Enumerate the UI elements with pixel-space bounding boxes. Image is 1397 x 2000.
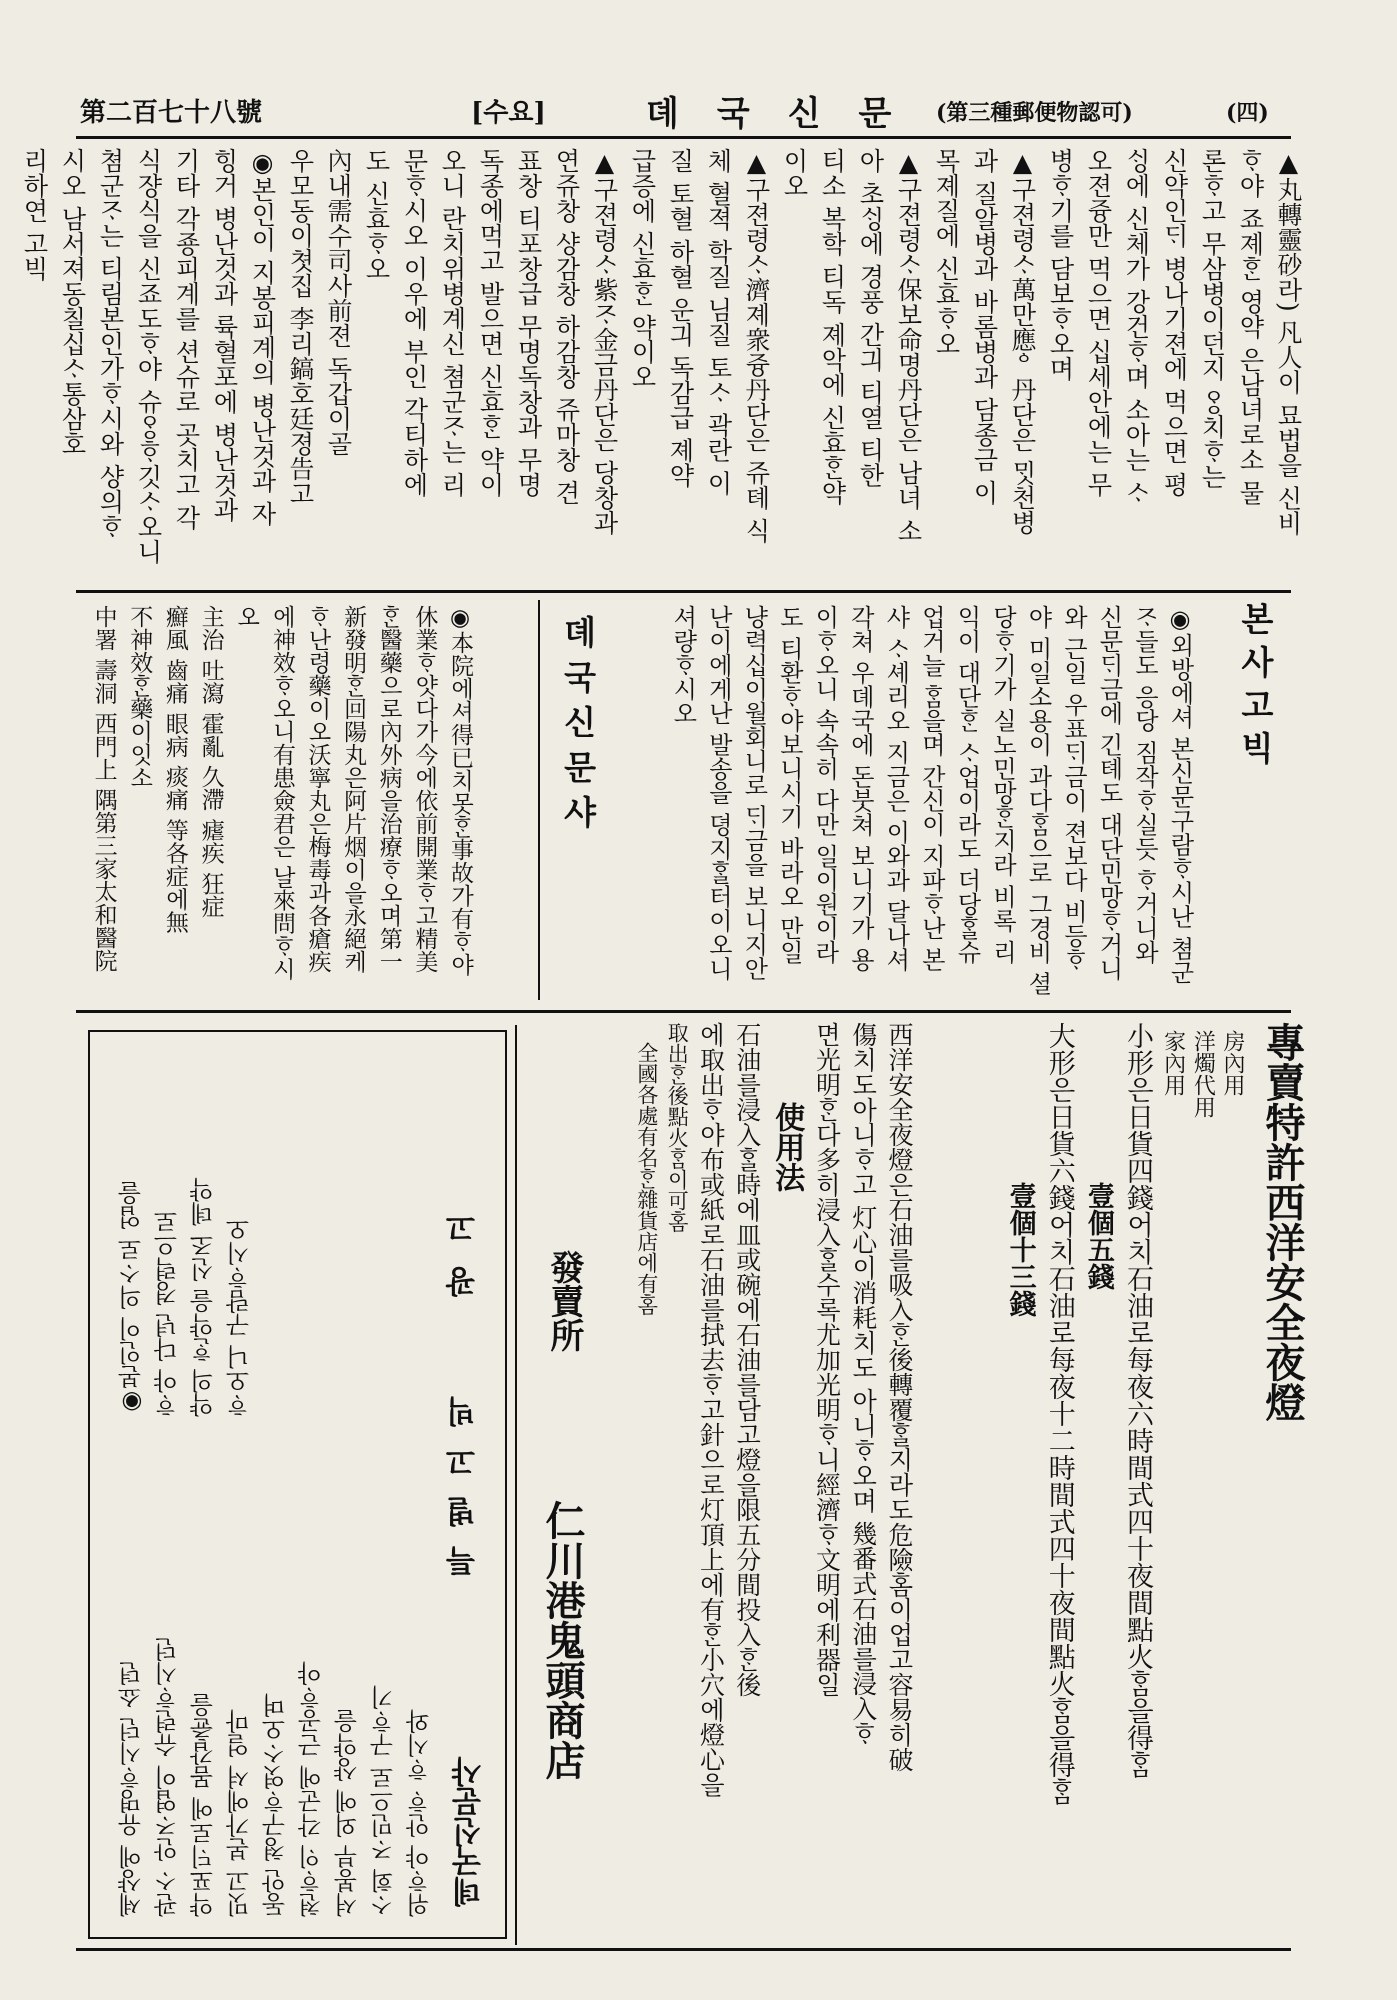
clinic-line: 癬風 齒痛 眼病 痰痛 等各症에無 (161, 605, 188, 934)
clinic-line: 中署 壽洞 西門上 隅第三家太和醫院 (90, 605, 117, 972)
clinic-line: ᄒᆞᆫ醫藥으로內外病을治療ᄒᆞ오며第一 (375, 605, 402, 973)
home-label: 家內用 (1160, 1030, 1186, 1096)
reversed-sign: 뎨국신문샤 (452, 1757, 488, 1907)
day-of-week: [수요] (471, 98, 546, 128)
notice-title: 본사고빅 (1236, 602, 1275, 774)
notice-line: 냥력십이월회니로 ᄃᆡ금을 보니지안 (739, 605, 768, 981)
notice-line: 익이 대단ᄒᆞᆫ ᄉᆞ업이라도 더당ᄒᆞᆯ슈 (952, 605, 981, 964)
ad-line: ▲丸轉靈砂라) 凡人이 묘법을 신비 (1274, 148, 1303, 536)
lamp-usage-labels (1158, 1030, 1247, 1230)
column-rule (515, 1025, 517, 1945)
usage-line: 에取出ᄒᆞ야布或紙로石油를拭去ᄒᆞ고針으로灯頂上에有ᄒᆞᆫ小穴에燈心을 (696, 1022, 726, 1797)
ad-line: 오젼즁만 먹으면 십세안에는 무 (1084, 148, 1113, 497)
lamp-description (631, 1022, 917, 1797)
ad-line: 질 토혈 하혈 운긔 독감급 졔약 (666, 148, 695, 488)
ad-line: 오니 란치위병계신 쳠군ᄌᆞ는 리 (438, 148, 467, 497)
small-lamp: 小形은日貨四錢어치石油로每夜六時間式四十夜間點火ᄒᆞᆷ을得ᄒᆞᆷ (1122, 1022, 1153, 1778)
ad-line: ᄒᆞ야 죠졔ᄒᆞᆫ 영약 은남녀로소 물 (1236, 148, 1265, 505)
ad-line: 급증에 신효ᄒᆞᆫ 약이오 (628, 148, 657, 389)
ad-line: 힝거 병난것과 륙혈포에 병난것과 (210, 148, 239, 522)
ad-line: 병ᄒᆞ기를 담보ᄒᆞ오며 (1046, 148, 1075, 381)
usage-line: 取出ᄒᆞᆫ後點火ᄒᆞᆷ이可홈 (665, 1022, 690, 1232)
clinic-line: 오 (233, 605, 260, 628)
ad-line: 리하연 고빅 (20, 148, 49, 281)
notice-line: 난이에게난 발송을 뎡지ᄒᆞᆯ터이오니 (704, 605, 733, 981)
house-label: 房內用 (1220, 1030, 1245, 1096)
candle-label: 洋燭代用 (1190, 1030, 1216, 1118)
notice-line: 샤 ᄉᆞ셰리오 지금은 이와과 달나셔 (881, 605, 910, 972)
ad-line: 독종에먹고 발으면 신효ᄒᆞᆫ 약이 (476, 148, 505, 497)
ad-line: 론ᄒᆞ고 무삼병이던지 ᄋᆞᆼ치ᄒᆞ는 (1198, 148, 1227, 489)
ad-line: 티소 복학 티독 졔악에 신효ᄒᆞᆫ약 (818, 148, 847, 505)
reversed-line: ᄒᆞ야 다년 경력으로 (154, 1209, 182, 1417)
ad-line: 시오 남서져동칠십ᄉᆞ통삼호 (58, 148, 87, 456)
top-ad-block (15, 148, 1307, 588)
reversed-ad-content (90, 1032, 505, 1937)
reversed-line: 밋고 본가에셔 얼마 (226, 1709, 254, 1917)
notice-line: 셔량ᄒᆞ시오 (668, 605, 697, 725)
reversed-line: 쳔ᄒᆞᄋᆡ 각군에 근공ᄒᆞ야 (298, 1661, 326, 1917)
ad-line: 우모동이쳣집 李리鎬호廷졍告고 (286, 148, 315, 506)
reversed-notice-label: 특별고빅 (446, 1377, 482, 1577)
reversed-line: 동안 쳥구ᄒᆞ엿ᄉᆞ오며 (262, 1693, 290, 1917)
lamp-ad-title: 專賣特許西洋安全夜燈 (1259, 1022, 1306, 1422)
notice-line: 와 근일 우표ᄃᆡ금이 젼보다 비등ᄒᆞ (1059, 605, 1088, 972)
ad-line: 식쟝식을 신죠도ᄒᆞ야 슈ᄋᆞᆼᄒᆞ깃ᄉᆞ오니 (134, 148, 163, 564)
page-number: (四) (1226, 100, 1269, 126)
usage-line: 全國各處有名ᄒᆞᆫ雜貨店에有홈 (634, 1042, 659, 1315)
ad-line: 표창 티포창급 무명독창과 무명 (514, 148, 543, 497)
ad-line: ◉본인이 지봉피계의 병난것과 자 (248, 148, 277, 526)
reversed-ad-text (114, 1437, 438, 1917)
notice-line: 업거늘 ᄒᆞᆷ을며 간신이 지파ᄒᆞ난 본 (917, 605, 946, 972)
notice-body (664, 605, 1197, 1005)
reversed-ad-label: 광고 (446, 1189, 482, 1297)
notice-line: ◉외방에셔 본신문구람ᄒᆞ시난 쳠군 (1166, 605, 1194, 985)
reversed-line: ᄉᆞ회 ᄌᆞ민으로 구ᄒᆞ기 (370, 1685, 398, 1917)
ad-line: 과 질알병과 바롬병과 담종금 이 (970, 148, 999, 505)
lamp-body-line: 西洋安全夜燈은石油를吸入ᄒᆞᆫ後轉覆ᄒᆞᆯ지라도危險홈이업고容易히破 (885, 1022, 914, 1772)
ad-line: 체 혈젹 학질 님질 토ᄉᆞ 곽란 이 (704, 148, 733, 496)
notice-line: 신문ᄃᆡ금에 긴톄도 대단민망ᄒᆞ거니 (1094, 605, 1123, 981)
reversed-line: 셔봉부 외에 샹약을 (334, 1709, 362, 1917)
reversed-ad-text-2 (114, 1057, 258, 1417)
page-bottom-rule (76, 1948, 1291, 1951)
notice-line: 야 미일소용이 과다ᄒᆞᆷ으로 그경비 셜 (1023, 605, 1052, 996)
ad-line: 문ᄒᆞ시오 이우에 부인 각티하에 (400, 148, 429, 497)
notice-signature: 뎨국신문샤 (558, 615, 598, 840)
issue-number: 第二百七十八號 (80, 98, 263, 128)
section-rule (76, 1010, 1291, 1013)
ad-line: ▲구젼령ᄉᆞ萬만應ᅌ丹단은 ᄆᆡᆺ천병 (1008, 148, 1037, 535)
clinic-line: 新發明ᄒᆞᆫ回陽丸은阿片烟이을永絕케 (340, 605, 367, 973)
reversed-ad-box (88, 1030, 507, 1939)
large-lamp: 大形은日貨六錢어치石油로每夜十二時間式四十夜間點火ᄒᆞᆷ을得ᄒᆞᆷ (1043, 1022, 1075, 1805)
usage-title: 使用法 (769, 1102, 805, 1192)
ad-line: 기타 각죵피계를 션슈로 곳치고 각 (172, 148, 201, 530)
lamp-body-line: 傷치도아니ᄒᆞ고 灯心이消耗치도 아니ᄒᆞ오며 幾番式石油를浸入ᄒᆞ (848, 1022, 878, 1746)
large-price: 壹個十三錢 (1004, 1182, 1036, 1317)
ad-line: 쳠군ᄌᆞ는 티림본인가ᄒᆞ시와 샹의ᄒᆞ (96, 148, 125, 539)
small-price: 壹個五錢 (1082, 1182, 1114, 1290)
ad-line: 內내需수司사前젼 독갑이골 (324, 148, 353, 456)
reversed-line: ᄒᆞ오니 구람ᄒᆞ시오 (226, 1217, 254, 1417)
postal-permit: (第三種郵便物認可) (936, 100, 1133, 126)
section-rule (76, 590, 1291, 593)
reversed-line: 셰샹에 유명ᄒᆞ시던 쇼뎐 (118, 1661, 146, 1917)
ad-line: 연쥬창 샹감창 하감창 쥬마창 견 (552, 148, 581, 505)
ad-line: 아 초ᄉᆡᆼ에 경풍 간긔 티열 티한 (856, 148, 885, 488)
column-rule (538, 600, 540, 1000)
reversed-line: 약의 ᄒᆞᆫ약을 신조 뎨약 (190, 1178, 218, 1417)
ad-line: 이오 (780, 148, 809, 198)
notice-line: ᄌᆞ들도 응당 짐작ᄒᆞ실듯 ᄒᆞ거니와 (1130, 605, 1159, 964)
newspaper-title: 뎨국신문 (646, 94, 930, 134)
clinic-line: ᄒᆞ난령藥이오沃寧丸은梅毒과各瘡疾 (304, 605, 331, 973)
ad-line: ▲구젼령ᄉᆞ保보命명丹단은 남녀 소 (894, 148, 923, 543)
lamp-sizes (1000, 1022, 1157, 1805)
clinic-line: ◉本院에셔得已치못ᄒᆞᆫ事故가有ᄒᆞ야 (447, 605, 474, 976)
notice-line: 당ᄒᆞ기가 실노민망ᄒᆞᆫ지라 비록 리 (988, 605, 1017, 964)
clinic-ad (85, 605, 477, 1005)
clinic-line: 不神效ᄒᆞᆫ藥이잇소 (126, 605, 153, 789)
usage-line: 石油를浸入ᄒᆞᆯ時에皿或碗에石油를담고燈을限五分間投入ᄒᆞᆫ後 (732, 1022, 762, 1697)
seller-label: 發賣所 (543, 1250, 584, 1352)
notice-line: 도 티환ᄒᆞ야보니시기 바라오 만일 (775, 605, 804, 964)
ad-line: ▲구젼령ᄉᆞ紫ᄌᆞ金금丹단은 당창과 (590, 148, 619, 535)
reversed-line: 위ᄒᆞ야 안ᄒᆞ ᄒᆞ시와 (406, 1709, 434, 1917)
reversed-line: 관ᄉᆞ 안ᄌᆞ엽이 슈련ᄒᆞ시던 (154, 1637, 182, 1917)
clinic-line: 主治 吐瀉 霍亂 久滯 瘧疾 狂症 (197, 605, 224, 918)
ad-line: 도 신효ᄒᆞ오 (362, 148, 391, 281)
reversed-line: 약포ᄃᆡ로에 몸갑츈을 (190, 1693, 218, 1917)
seller-name: 仁川港鬼頭商店 (539, 1500, 586, 1780)
clinic-line: 休業ᄒᆞ얏다가今에依前開業ᄒᆞ고精美 (411, 605, 438, 973)
ad-line: 신약인ᄃᆡ 병나기젼에 먹으면 평 (1160, 148, 1189, 497)
ad-line: ▲구젼령ᄉᆞ濟졔衆즁丹단은 쥬톄 식 (742, 148, 771, 543)
ad-line: ᄉᆡᆼ에 신체가 강건ᄒᆞ며 소아는 ᄉᆞ (1122, 148, 1151, 505)
reversed-line: ◉본인이 의ᄉᆞ로 업을 (118, 1181, 146, 1417)
lamp-body-line: 면光明ᄒᆞᆫ다多히浸入ᄒᆞᆯ수록尤加光明ᄒᆞ니經濟ᄒᆞ文明에利器일 (812, 1022, 842, 1697)
ad-line: 목졔질에 신효ᄒᆞ오 (932, 148, 961, 356)
masthead (76, 86, 1291, 139)
notice-line: 각쳐 우뎨국에 돈붓쳐 보니기가 용 (846, 605, 875, 972)
clinic-line: 에神效ᄒᆞ오니有患僉君은 날來問ᄒᆞ시 (268, 605, 295, 981)
notice-line: 이ᄒᆞ오니 속속히 다만 일이원이라 (810, 605, 839, 964)
